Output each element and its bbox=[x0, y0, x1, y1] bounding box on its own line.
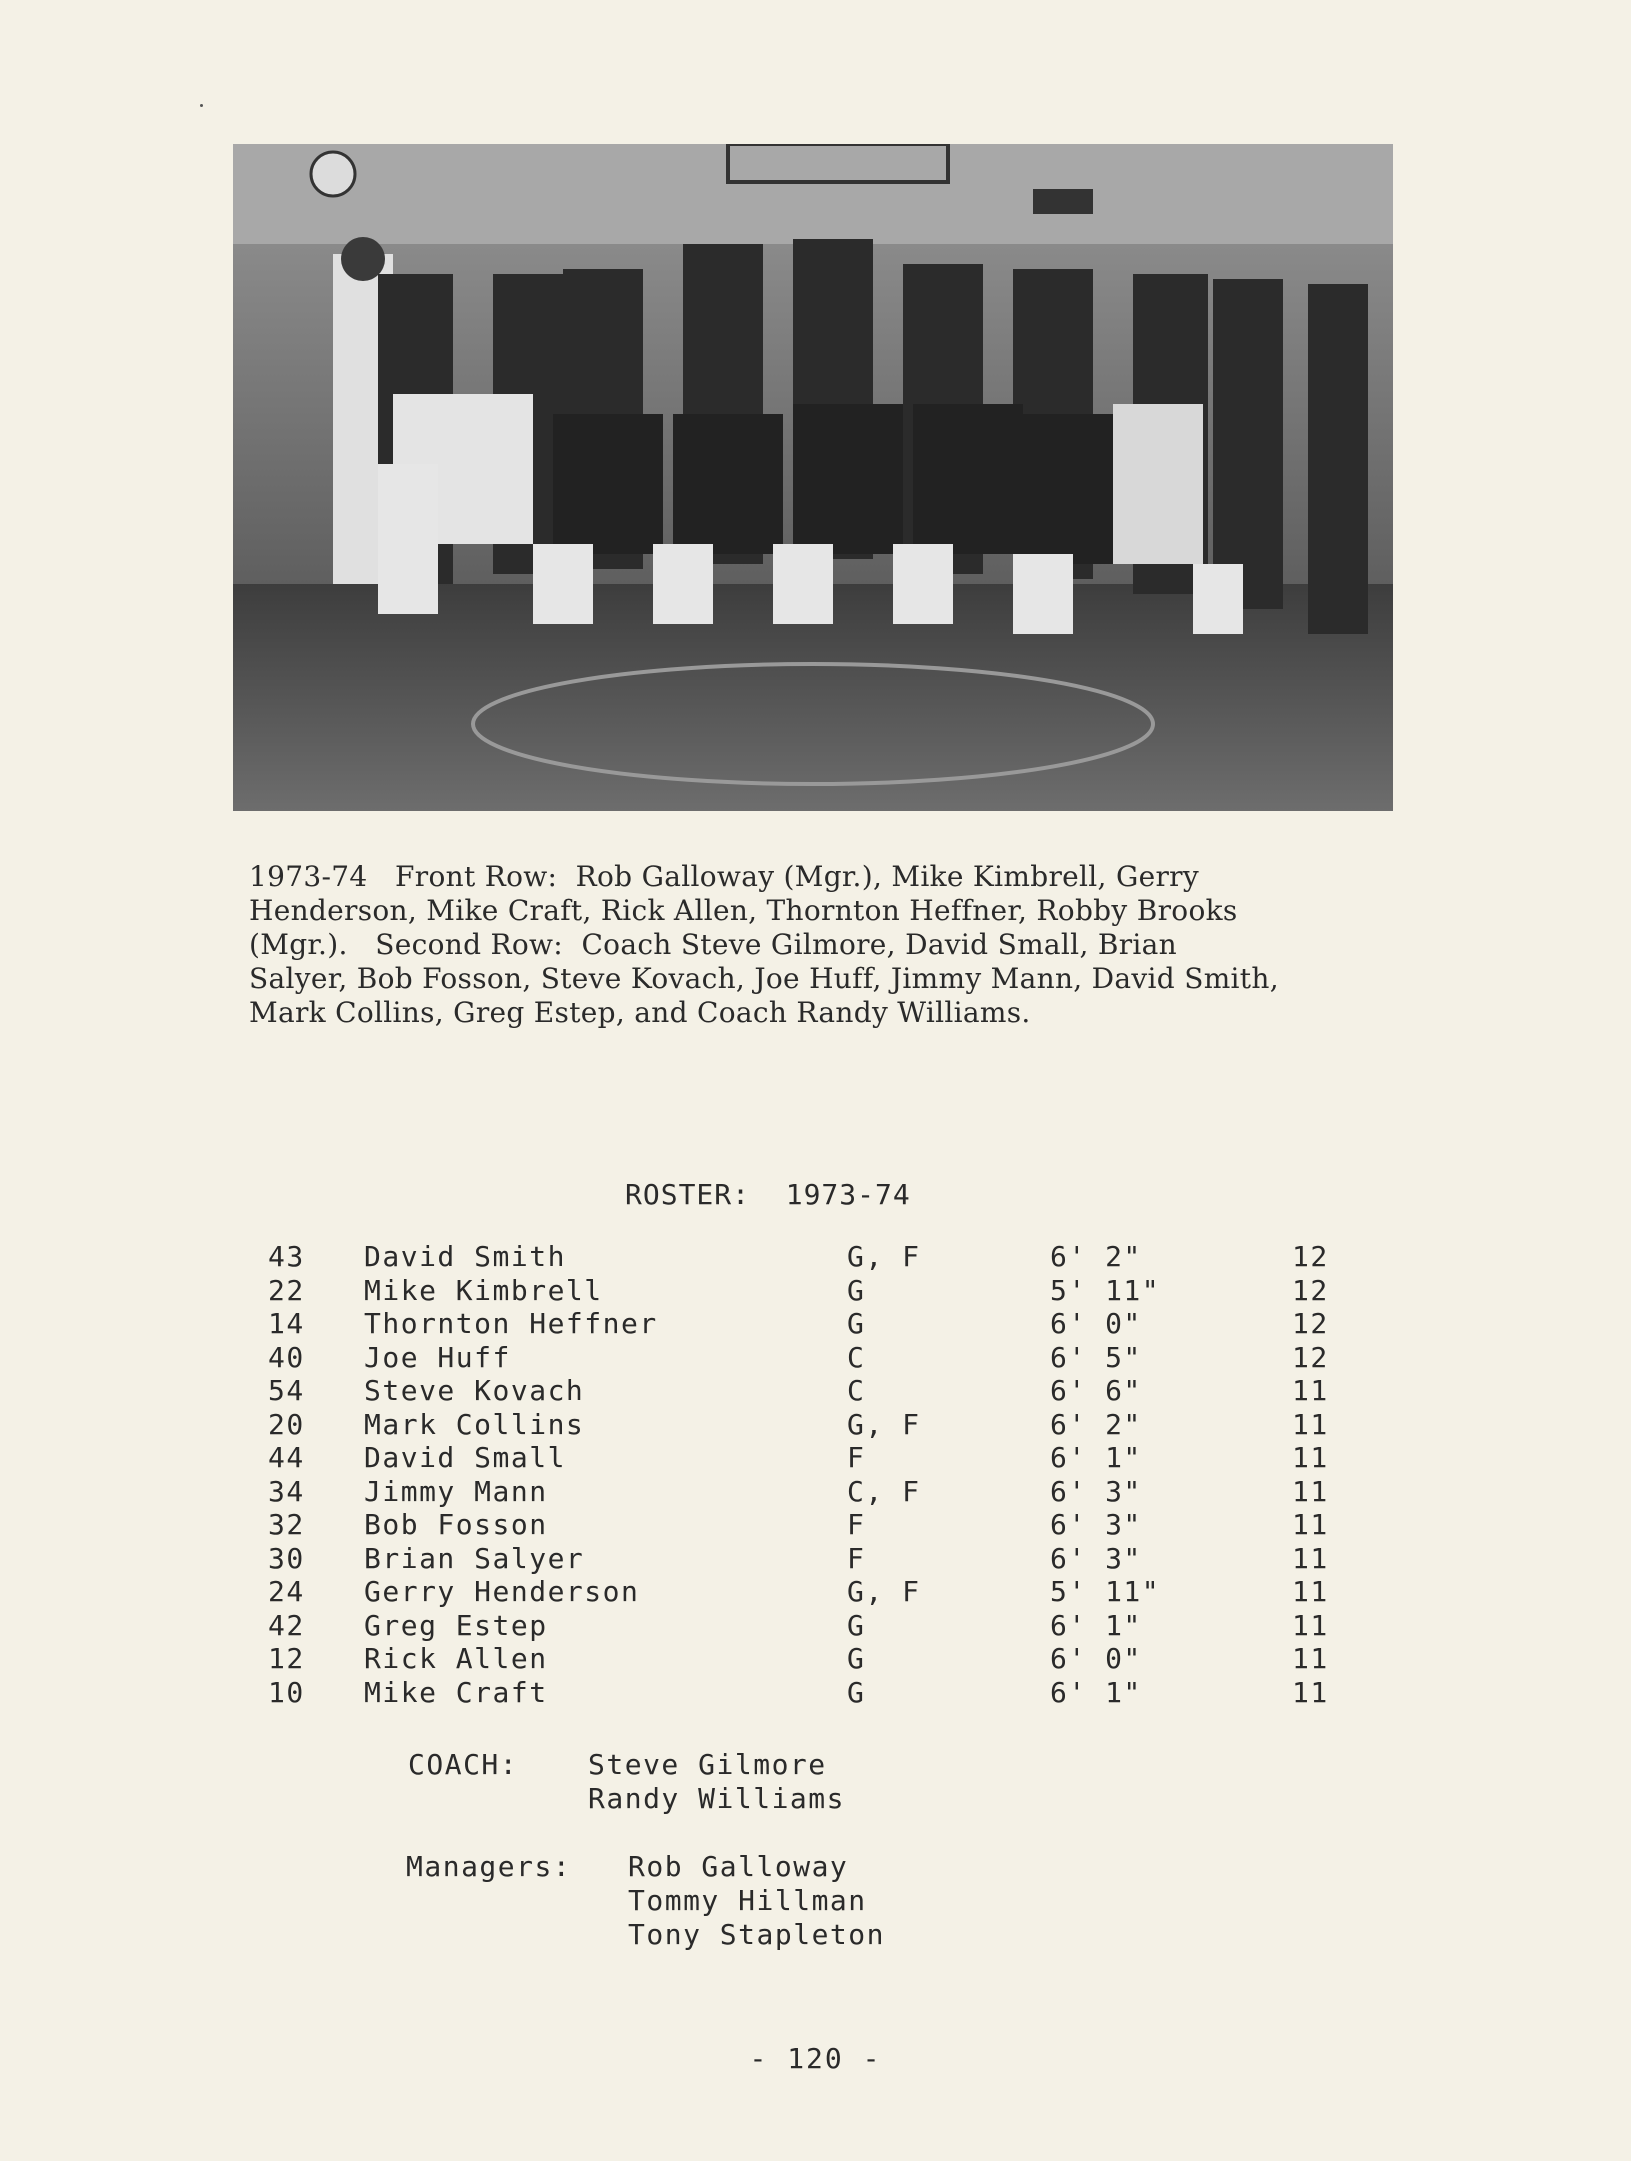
player-name: Mike Kimbrell bbox=[364, 1273, 603, 1307]
player-number: 42 bbox=[268, 1608, 305, 1642]
caption-line: 1973-74 Front Row: Rob Galloway (Mgr.), Mike Kimbrell, Gerry bbox=[249, 860, 1199, 893]
player-name: Gerry Henderson bbox=[364, 1575, 640, 1608]
player-height: 6' 2" bbox=[1050, 1407, 1142, 1441]
player-height: 6' 2" bbox=[1050, 1240, 1142, 1273]
player-grade: 11 bbox=[1292, 1407, 1329, 1441]
team-photo-illustration bbox=[233, 144, 1393, 811]
roster-row bbox=[260, 1408, 1360, 1442]
player-height: 6' 5" bbox=[1050, 1340, 1142, 1374]
player-name: Joe Huff bbox=[364, 1340, 511, 1374]
player-number: 22 bbox=[268, 1273, 305, 1307]
player-grade: 12 bbox=[1292, 1240, 1329, 1273]
player-name: Steve Kovach bbox=[364, 1374, 585, 1407]
manager-name: Tommy Hillman bbox=[628, 1884, 867, 1917]
player-number: 14 bbox=[268, 1307, 305, 1340]
player-position: F bbox=[847, 1541, 866, 1575]
player-position: G bbox=[847, 1608, 866, 1642]
player-position: G bbox=[847, 1273, 866, 1307]
player-number: 12 bbox=[268, 1642, 305, 1675]
player-name: Mike Craft bbox=[364, 1675, 548, 1709]
player-grade: 11 bbox=[1292, 1474, 1329, 1508]
roster-row bbox=[260, 1508, 1360, 1542]
player-grade: 12 bbox=[1292, 1340, 1329, 1374]
roster-title: ROSTER: 1973-74 bbox=[625, 1178, 911, 1211]
roster-row bbox=[260, 1542, 1360, 1576]
player-name: Rick Allen bbox=[364, 1642, 548, 1675]
player-name: Bob Fosson bbox=[364, 1508, 548, 1541]
player-position: F bbox=[847, 1508, 866, 1541]
player-name: David Small bbox=[364, 1441, 566, 1474]
player-number: 32 bbox=[268, 1508, 305, 1541]
player-height: 5' 11" bbox=[1050, 1575, 1161, 1608]
speck bbox=[200, 104, 203, 107]
player-grade: 12 bbox=[1292, 1307, 1329, 1340]
player-name: Thornton Heffner bbox=[364, 1307, 658, 1340]
coach-name: Steve Gilmore bbox=[588, 1748, 827, 1781]
roster-row bbox=[260, 1240, 1360, 1274]
player-number: 40 bbox=[268, 1340, 305, 1374]
roster-row bbox=[260, 1341, 1360, 1375]
coach-list bbox=[588, 1748, 845, 1816]
roster-row bbox=[260, 1575, 1360, 1609]
player-number: 34 bbox=[268, 1474, 305, 1508]
player-grade: 12 bbox=[1292, 1273, 1329, 1307]
player-name: Jimmy Mann bbox=[364, 1474, 548, 1508]
player-height: 6' 6" bbox=[1050, 1374, 1142, 1407]
caption-line: Salyer, Bob Fosson, Steve Kovach, Joe Huff, Jimmy Mann, David Smith, bbox=[249, 962, 1279, 995]
player-position: C bbox=[847, 1340, 866, 1374]
caption-line: Mark Collins, Greg Estep, and Coach Randy Williams. bbox=[249, 996, 1031, 1029]
roster-row bbox=[260, 1475, 1360, 1509]
player-position: G bbox=[847, 1675, 866, 1709]
managers-label: Managers: bbox=[406, 1850, 572, 1883]
player-number: 44 bbox=[268, 1441, 305, 1474]
player-number: 54 bbox=[268, 1374, 305, 1407]
player-name: Brian Salyer bbox=[364, 1541, 585, 1575]
coach-name: Randy Williams bbox=[588, 1782, 846, 1815]
player-position: C, F bbox=[847, 1474, 921, 1508]
player-height: 6' 1" bbox=[1050, 1608, 1142, 1642]
player-position: G bbox=[847, 1307, 866, 1340]
roster-row bbox=[260, 1441, 1360, 1475]
roster-table bbox=[260, 1240, 1360, 1709]
player-height: 6' 3" bbox=[1050, 1508, 1142, 1541]
player-name: David Smith bbox=[364, 1240, 566, 1273]
player-grade: 11 bbox=[1292, 1608, 1329, 1642]
player-grade: 11 bbox=[1292, 1508, 1329, 1541]
player-height: 6' 0" bbox=[1050, 1642, 1142, 1675]
player-name: Mark Collins bbox=[364, 1407, 585, 1441]
player-name: Greg Estep bbox=[364, 1608, 548, 1642]
roster-row bbox=[260, 1374, 1360, 1408]
player-number: 43 bbox=[268, 1240, 305, 1273]
manager-name: Tony Stapleton bbox=[628, 1918, 886, 1951]
player-grade: 11 bbox=[1292, 1374, 1329, 1407]
page-number: - 120 - bbox=[749, 2042, 882, 2075]
player-position: G, F bbox=[847, 1407, 921, 1441]
player-height: 6' 0" bbox=[1050, 1307, 1142, 1340]
player-grade: 11 bbox=[1292, 1575, 1329, 1608]
player-height: 6' 3" bbox=[1050, 1474, 1142, 1508]
player-number: 20 bbox=[268, 1407, 305, 1441]
photo-caption bbox=[249, 860, 1409, 1030]
player-grade: 11 bbox=[1292, 1642, 1329, 1675]
roster-row bbox=[260, 1609, 1360, 1643]
player-number: 24 bbox=[268, 1575, 305, 1608]
player-grade: 11 bbox=[1292, 1675, 1329, 1709]
player-number: 10 bbox=[268, 1675, 305, 1709]
player-height: 6' 1" bbox=[1050, 1441, 1142, 1474]
player-position: G bbox=[847, 1642, 866, 1675]
player-grade: 11 bbox=[1292, 1541, 1329, 1575]
player-position: G, F bbox=[847, 1575, 921, 1608]
managers-list bbox=[628, 1850, 885, 1952]
roster-row bbox=[260, 1307, 1360, 1341]
player-height: 6' 3" bbox=[1050, 1541, 1142, 1575]
player-position: G, F bbox=[847, 1240, 921, 1273]
roster-row bbox=[260, 1676, 1360, 1710]
manager-name: Rob Galloway bbox=[628, 1850, 849, 1883]
player-height: 6' 1" bbox=[1050, 1675, 1142, 1709]
caption-line: Henderson, Mike Craft, Rick Allen, Thornton Heffner, Robby Brooks bbox=[249, 894, 1238, 927]
player-position: C bbox=[847, 1374, 866, 1407]
player-number: 30 bbox=[268, 1541, 305, 1575]
player-height: 5' 11" bbox=[1050, 1273, 1161, 1307]
player-grade: 11 bbox=[1292, 1441, 1329, 1474]
roster-row bbox=[260, 1642, 1360, 1676]
player-position: F bbox=[847, 1441, 866, 1474]
team-photo bbox=[233, 144, 1393, 811]
coach-label: COACH: bbox=[408, 1748, 519, 1781]
caption-line: (Mgr.). Second Row: Coach Steve Gilmore, David Small, Brian bbox=[249, 928, 1177, 961]
roster-row bbox=[260, 1274, 1360, 1308]
